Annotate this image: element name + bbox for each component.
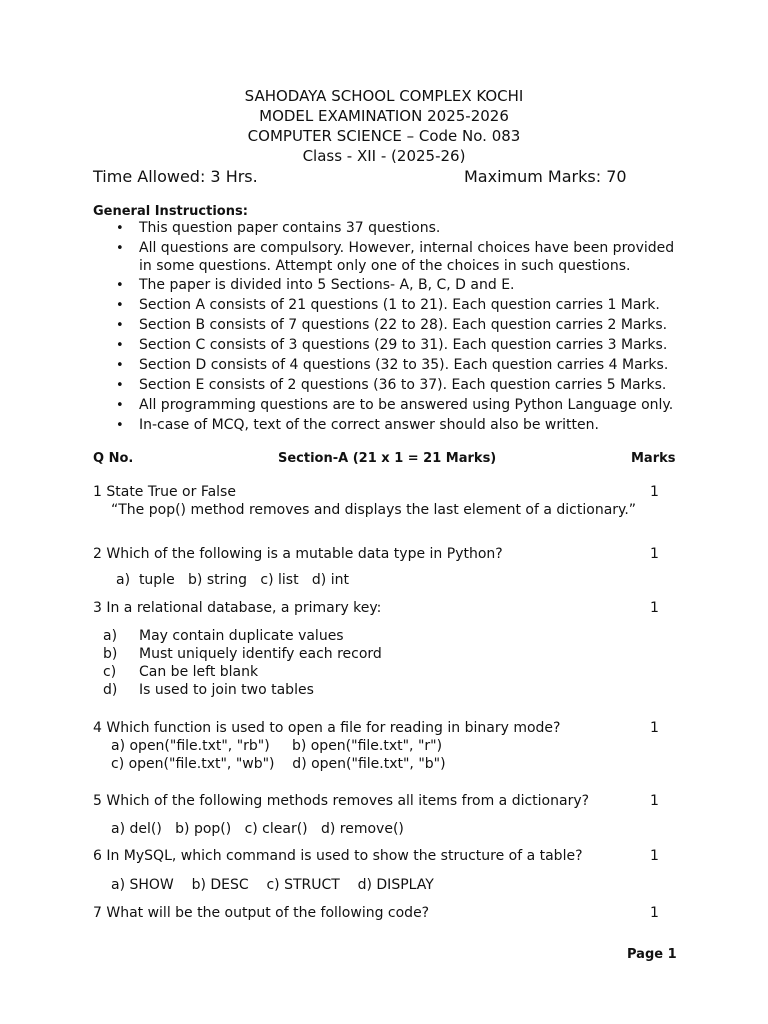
question-2-marks: 1	[650, 546, 659, 562]
question-2-options: a) tuple b) string c) list d) int	[116, 572, 349, 588]
marks-header: Marks	[631, 451, 676, 466]
time-allowed: Time Allowed: 3 Hrs.	[93, 167, 258, 186]
instruction-item: Section B consists of 7 questions (22 to 28). Each question carries 2 Marks.	[139, 317, 668, 333]
instruction-item: This question paper contains 37 questions.	[139, 220, 441, 236]
school-name: SAHODAYA SCHOOL COMPLEX KOCHI	[244, 87, 524, 105]
bullet-icon: •	[116, 418, 124, 433]
instruction-item: Section D consists of 4 questions (32 to 35). Each question carries 4 Marks.	[139, 357, 669, 373]
qno-header: Q No.	[93, 451, 134, 466]
question-5-options: a) del() b) pop() c) clear() d) remove()	[111, 821, 404, 837]
question-3: 3 In a relational database, a primary key:	[93, 600, 382, 616]
instruction-item: Section A consists of 21 questions (1 to 21). Each question carries 1 Mark.	[139, 297, 660, 313]
bullet-icon: •	[116, 378, 124, 393]
exam-name: MODEL EXAMINATION 2025-2026	[259, 107, 509, 125]
class-title: Class - XII - (2025-26)	[302, 147, 466, 165]
subject-title: COMPUTER SCIENCE – Code No. 083	[247, 127, 521, 145]
question-6-marks: 1	[650, 848, 659, 864]
question-1: 1 State True or False	[93, 484, 236, 500]
bullet-icon: •	[116, 221, 124, 236]
question-2: 2 Which of the following is a mutable data type in Python?	[93, 546, 503, 562]
option-letter: a)	[103, 628, 118, 644]
section-header: Section-A (21 x 1 = 21 Marks)	[278, 451, 497, 466]
question-1-statement: “The pop() method removes and displays the last element of a dictionary.”	[111, 502, 637, 518]
question-7-marks: 1	[650, 905, 659, 921]
instruction-item: Section E consists of 2 questions (36 to 37). Each question carries 5 Marks.	[139, 377, 667, 393]
bullet-icon: •	[116, 398, 124, 413]
option-letter: d)	[103, 682, 118, 698]
instruction-item: In-case of MCQ, text of the correct answer should also be written.	[139, 417, 599, 433]
option-letter: c)	[103, 664, 117, 680]
instruction-item: All programming questions are to be answered using Python Language only.	[139, 397, 674, 413]
option-letter: b)	[103, 646, 118, 662]
instruction-item: The paper is divided into 5 Sections- A, B, C, D and E.	[139, 277, 515, 293]
option-text: Is used to join two tables	[139, 682, 314, 698]
bullet-icon: •	[116, 278, 124, 293]
option-text: May contain duplicate values	[139, 628, 344, 644]
instruction-item: Section C consists of 3 questions (29 to 31). Each question carries 3 Marks.	[139, 337, 668, 353]
question-4-marks: 1	[650, 720, 659, 736]
instruction-item-continued: in some questions. Attempt only one of the choices in such questions.	[139, 258, 631, 274]
question-4-options-row1: a) open("file.txt", "rb") b) open("file.txt", "r")	[111, 738, 443, 754]
question-6: 6 In MySQL, which command is used to show the structure of a table?	[93, 848, 583, 864]
bullet-icon: •	[116, 358, 124, 373]
question-4-options-row2: c) open("file.txt", "wb") d) open("file.txt", "b")	[111, 756, 446, 772]
question-5: 5 Which of the following methods removes all items from a dictionary?	[93, 793, 590, 809]
bullet-icon: •	[116, 338, 124, 353]
bullet-icon: •	[116, 241, 124, 256]
question-4: 4 Which function is used to open a file for reading in binary mode?	[93, 720, 561, 736]
question-7: 7 What will be the output of the following code?	[93, 905, 430, 921]
question-5-marks: 1	[650, 793, 659, 809]
bullet-icon: •	[116, 298, 124, 313]
maximum-marks: Maximum Marks: 70	[464, 167, 627, 186]
option-text: Must uniquely identify each record	[139, 646, 382, 662]
instruction-item: All questions are compulsory. However, internal choices have been provided	[139, 240, 675, 256]
instructions-heading: General Instructions:	[93, 204, 248, 219]
question-6-options: a) SHOW b) DESC c) STRUCT d) DISPLAY	[111, 877, 434, 893]
page-number: Page 1	[627, 947, 677, 962]
option-text: Can be left blank	[139, 664, 259, 680]
bullet-icon: •	[116, 318, 124, 333]
question-1-marks: 1	[650, 484, 659, 500]
question-3-marks: 1	[650, 600, 659, 616]
